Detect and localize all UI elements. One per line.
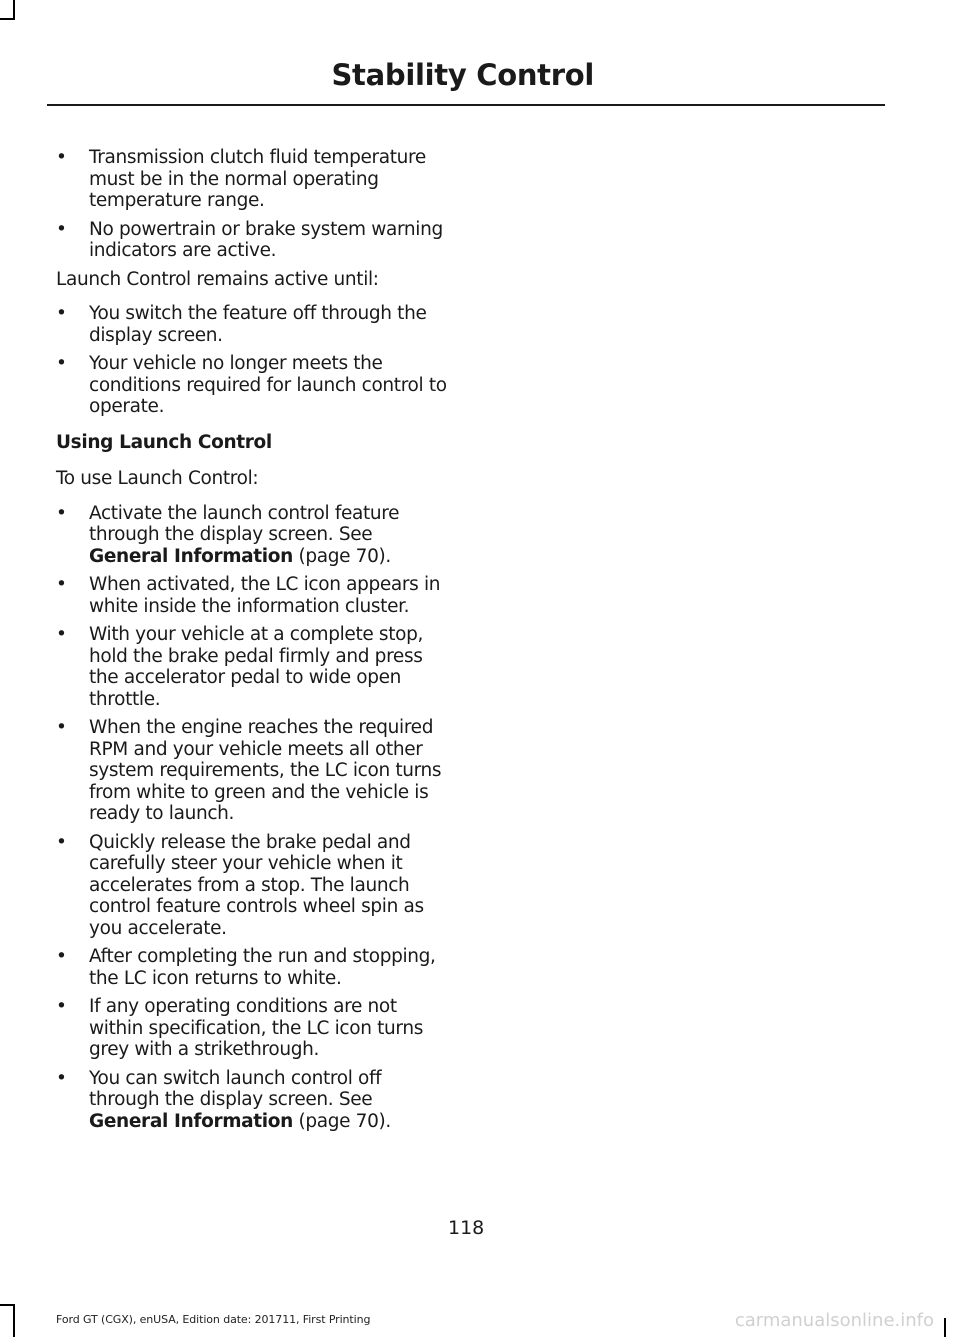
bullet-glyph: • bbox=[56, 502, 67, 524]
section-heading: Using Launch Control bbox=[56, 431, 272, 453]
page-title: Stability Control bbox=[331, 58, 594, 92]
bullet-glyph: • bbox=[56, 574, 67, 595]
bullet-glyph: • bbox=[56, 831, 67, 853]
remains-active-paragraph: Launch Control remains active until: bbox=[56, 268, 379, 290]
list-item bbox=[56, 353, 451, 418]
list-item bbox=[56, 624, 451, 710]
page-reference: (page 70). bbox=[298, 545, 391, 567]
list-item-text: You switch the feature off through the display screen. bbox=[89, 303, 427, 346]
list-item-text: When activated, the LC icon appears in white inside the information cluster. bbox=[89, 574, 441, 617]
list-item-text: No powertrain or brake system warning indicators are active. bbox=[89, 218, 443, 261]
list-item-text: With your vehicle at a complete stop, hold the brake pedal firmly and press the accelerator pedal to wide open throttle. bbox=[89, 624, 423, 710]
list-item bbox=[56, 503, 451, 568]
bullet-glyph: • bbox=[56, 147, 67, 168]
watermark: carmanualsonline.info bbox=[734, 1310, 934, 1331]
list-item bbox=[56, 147, 451, 212]
list-item bbox=[56, 832, 451, 940]
crop-mark-top-left-horizontal bbox=[0, 18, 15, 20]
cross-reference-link[interactable]: General Information bbox=[89, 545, 293, 567]
bullet-glyph: • bbox=[56, 996, 67, 1017]
bullet-glyph: • bbox=[56, 624, 67, 645]
bullet-glyph: • bbox=[56, 353, 67, 374]
header-rule bbox=[47, 104, 885, 106]
list-item-text: You can switch launch control off through the display screen. See bbox=[89, 1067, 382, 1110]
list-item-text: After completing the run and stopping, the LC icon returns to white. bbox=[89, 946, 436, 989]
list-item bbox=[56, 717, 451, 825]
main-column bbox=[56, 147, 451, 1139]
list-item-text: Transmission clutch fluid temperature must be in the normal operating temperature range. bbox=[89, 147, 426, 211]
bullet-glyph: • bbox=[56, 717, 67, 738]
list-item-text: Your vehicle no longer meets the conditions required for launch control to operate. bbox=[89, 353, 447, 417]
cross-reference-link[interactable]: General Information bbox=[89, 1110, 293, 1132]
list-item bbox=[56, 219, 451, 262]
page-reference: (page 70). bbox=[298, 1110, 391, 1132]
crop-mark-top-left-vertical bbox=[13, 0, 15, 18]
bullet-glyph: • bbox=[56, 946, 67, 967]
list-item-text: If any operating conditions are not within specification, the LC icon turns grey with a strikethrough. bbox=[89, 996, 423, 1060]
list-item-text: When the engine reaches the required RPM and your vehicle meets all other system requirements, the LC icon turns from white to green and the vehicle is ready to launch. bbox=[89, 717, 442, 824]
list-item-text: Quickly release the brake pedal and carefully steer your vehicle when it accelerates from a stop. The launch control feature controls wheel spin as you accelerate. bbox=[89, 831, 424, 939]
list-item-text: Activate the launch control feature through the display screen. See bbox=[89, 502, 400, 545]
bullet-glyph: • bbox=[56, 303, 67, 324]
crop-mark-bottom-left-vertical bbox=[13, 1306, 15, 1337]
crop-mark-bottom-left-horizontal bbox=[0, 1304, 15, 1306]
footer-edition: Ford GT (CGX), enUSA, Edition date: 201711, First Printing bbox=[56, 1313, 371, 1326]
to-use-paragraph: To use Launch Control: bbox=[56, 468, 259, 489]
list-item bbox=[56, 303, 451, 346]
crop-mark-bottom-right-vertical bbox=[944, 1318, 946, 1337]
bullet-glyph: • bbox=[56, 218, 67, 240]
list-item bbox=[56, 574, 451, 617]
list-item bbox=[56, 1068, 451, 1133]
list-item bbox=[56, 946, 451, 989]
page-number: 118 bbox=[448, 1217, 485, 1239]
bullet-glyph: • bbox=[56, 1067, 67, 1089]
list-item bbox=[56, 996, 451, 1061]
